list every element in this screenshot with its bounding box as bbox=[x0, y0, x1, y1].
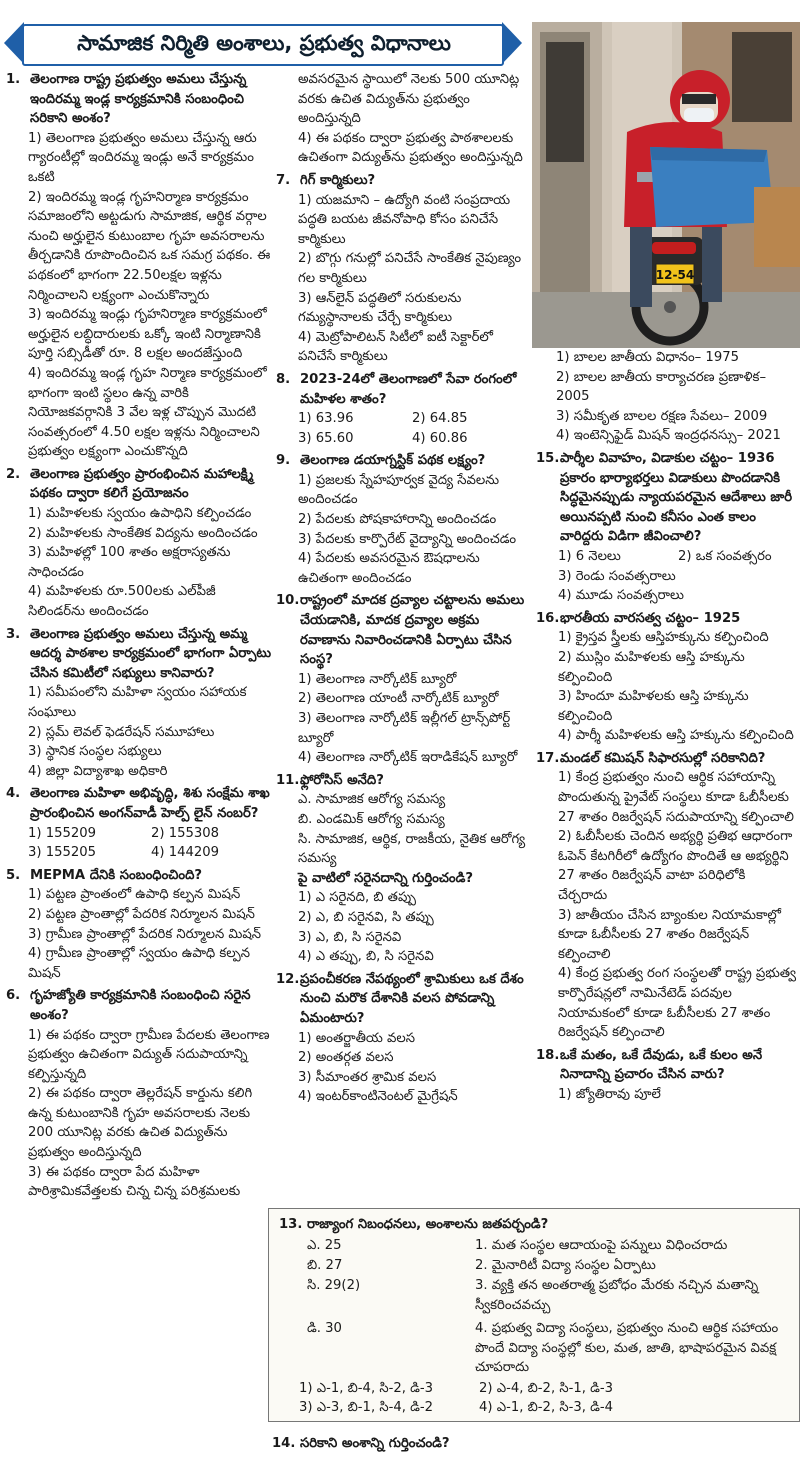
option: 2) బాలల జాతీయ కార్యాచరణ ప్రణాళిక– 2005 bbox=[556, 369, 767, 405]
match-question-box bbox=[268, 1208, 800, 1422]
question-number: 8. bbox=[276, 371, 291, 387]
option: 3) గ్రామీణ ప్రాంతాల్లో పేదరిక నిర్మూలన మిషన్ bbox=[28, 926, 262, 942]
statement: బి. ఎండమిక్ ఆరోగ్య సమస్య bbox=[298, 811, 445, 827]
match-left-item: బి. 27 bbox=[307, 1258, 343, 1273]
option: 1) ఎ సరైనది, బి తప్పు bbox=[298, 890, 417, 906]
option: 4) మూడు సంవత్సరాలు bbox=[558, 588, 684, 604]
question-14-text: 14. సరికాని అంశాన్ని గుర్తించండి? bbox=[272, 1436, 450, 1451]
option: 2) ఇందిరమ్మ ఇండ్ల గృహనిర్మాణ కార్యక్రమం సమాజంలోని అట్టడుగు సామాజిక, ఆర్థిక వర్గాల నుంచి అర్హులైన కుటుంబాల గృహ అవసరాలను తీర్చడానికి రూపొందించిన ఒక సమగ్ర పథకం. ఈ పథకంలో భాగంగా 22.50లక్షల ఇళ్లను నిర్మించాలని లక్ష్యంగా ఎంచుకొన్నారు bbox=[28, 189, 271, 303]
option: 2) ముస్లిం మహిళలకు ఆస్తి హక్కును కల్పించింది bbox=[558, 649, 745, 685]
question-text: గృహజ్యోతి కార్యక్రమానికి సంబంధించి సరైన అంశం? bbox=[30, 988, 251, 1023]
question-number: 2. bbox=[6, 466, 21, 482]
question-text: 2023-24లో తెలంగాణలో సేవా రంగంలో మహిళల శాతం? bbox=[300, 371, 517, 407]
question-10 bbox=[276, 591, 526, 767]
option: 3) పేదలకు కార్పొరేట్ వైద్యాన్ని అందించడం bbox=[298, 531, 516, 547]
question-number: 10. bbox=[276, 593, 300, 609]
option: 3) జాతీయం చేసిన బ్యాంకుల నియామకాల్లో కూడా ఓబీసీలకు 27 శాతం రిజర్వేషన్ కల్పించాలి bbox=[558, 907, 781, 962]
question-14-options bbox=[536, 348, 798, 446]
option: 3) సీమాంతర శ్రామిక వలస bbox=[298, 1069, 437, 1085]
option: 4) కేంద్ర ప్రభుత్వ రంగ సంస్థలతో రాష్ట్ర ప్రభుత్వ కార్పొరేషన్లలో నామినేటెడ్ పదవుల నియామకంలో కూడా ఓబీసీలకు 27 శాతం రిజర్వేషన్ కల్పించాలి bbox=[558, 966, 797, 1041]
question-text: పార్శీల వివాహం, విడాకుల చట్టం– 1936 ప్రకారం భార్యాభర్తలు విడాకులు పొందడానికి సిద్ధమైనప్పుడు న్యాయపరమైన ఆదేశాలు జారీ అయినప్పటి నుంచి కనీసం ఎంత కాలం వారిద్దరు విడిగా జీవించాలి? bbox=[560, 450, 793, 545]
question-text: ఒకే మతం, ఒకే దేవుడు, ఒకే కులం అనే నినాదాన్ని ప్రచారం చేసిన వారు? bbox=[560, 1047, 763, 1083]
question-number: 17. bbox=[536, 750, 560, 766]
option: 3) 65.60 bbox=[298, 430, 354, 446]
option: 3) హిందూ మహిళలకు ఆస్తి హక్కును కల్పించింది bbox=[558, 689, 749, 724]
match-answer: 1) ఎ-1, బి-4, సి-2, డి-3 bbox=[299, 1381, 434, 1396]
option-continued: అవసరమైన స్థాయిలో నెలకు 500 యూనిట్ల వరకు ఉచిత విద్యుత్‌ను ప్రభుత్వం అందిస్తున్నది bbox=[298, 72, 520, 127]
question-text: ప్రపంచీకరణ నేపథ్యంలో శ్రామికులు ఒక దేశం నుంచి మరొక దేశానికి వలస పోవడాన్ని ఏమంటారు? bbox=[300, 971, 524, 1026]
option: 2) అంతర్గత వలస bbox=[298, 1050, 394, 1066]
question-text: మండల్ కమిషన్ సిఫారసుల్లో సరికానిది? bbox=[560, 750, 766, 766]
question-3 bbox=[6, 625, 274, 782]
option: 2) 64.85 bbox=[412, 411, 468, 427]
statement: ఎ. సామాజిక ఆరోగ్య సమస్య bbox=[298, 792, 446, 808]
question-text: తెలంగాణ ప్రభుత్వం ప్రారంభించిన మహాలక్ష్మి పథకం ద్వారా కలిగే ప్రయోజనం bbox=[30, 466, 254, 502]
option: 1) ప్రజలకు స్నేహపూర్వక వైద్య సేవలను అందించడం bbox=[298, 472, 500, 508]
question-number: 1. bbox=[6, 72, 21, 87]
question-number: 12. bbox=[276, 971, 300, 987]
option: 3) 155205 bbox=[28, 845, 97, 861]
option: 4) ఇందిరమ్మ ఇండ్ల గృహ నిర్మాణ కార్యక్రమంలో భాగంగా ఇంటి స్థలం ఉన్న వారికి నియోజకవర్గానికి 3 వేల ఇళ్ల చొప్పున మొదటి సంవత్సరంలో 4.50 లక్షల ఇళ్లను నిర్మించాలని ప్రభుత్వం లక్ష్యంగా ఎంచుకొన్నది bbox=[28, 365, 267, 460]
question-text: భారతీయ వారసత్వ చట్టం– 1925 bbox=[560, 610, 741, 626]
option: 4) ఈ పథకం ద్వారా ప్రభుత్వ పాఠశాలలకు ఉచితంగా విద్యుత్‌ను ప్రభుత్వం అందిస్తున్నది bbox=[298, 130, 523, 166]
option-row bbox=[6, 843, 274, 863]
banner-title: సామాజిక నిర్మితి అంశాలు, ప్రభుత్వ విధానాలు bbox=[77, 31, 451, 55]
question-text: తెలంగాణ రాష్ట్ర ప్రభుత్వం అమలు చేస్తున్న ఇందిరమ్మ ఇండ్ల కార్యక్రమానికి సంబంధించి సరికాని అంశం? bbox=[30, 72, 247, 127]
question-number: 16. bbox=[536, 610, 560, 626]
option: 4) ఎ తప్పు, బి, సి సరైనవి bbox=[298, 949, 434, 965]
question-number: 11. bbox=[276, 772, 300, 788]
option: 1) క్రైస్తవ స్త్రీలకు ఆస్తిహక్కును కల్పించింది bbox=[558, 630, 769, 646]
option: 4) ఇంటెన్సిఫైడ్ మిషన్ ఇంద్రధనస్సు– 2021 bbox=[556, 428, 781, 444]
question-number: 3. bbox=[6, 626, 21, 642]
column-1 bbox=[6, 70, 274, 1205]
question-number: 7. bbox=[276, 172, 291, 188]
question-number: 6. bbox=[6, 988, 21, 1004]
question-text: గిగ్ కార్మికులు? bbox=[300, 172, 376, 188]
option-row bbox=[536, 547, 798, 567]
option: 3) స్థానిక సంస్థల సభ్యులు bbox=[28, 744, 162, 760]
option: 1) తెలంగాణ నార్కోటిక్ బ్యూరో bbox=[298, 671, 457, 687]
option: 4) పార్శీ మహిళలకు ఆస్తి హక్కును కల్పించింది bbox=[558, 728, 794, 744]
option: 3) ఇందిరమ్మ ఇండ్లు గృహనిర్మాణ కార్యక్రమంలో అర్హులైన లబ్ధిదారులకు ఒక్కో ఇంటి నిర్మాణానికి పూర్తి సబ్సిడీతో రూ. 8 లక్షల అందజేస్తుంది bbox=[28, 307, 267, 362]
option-row bbox=[276, 429, 526, 449]
question-text: తెలంగాణ ప్రభుత్వం అమలు చేస్తున్న అమ్మ ఆదర్శ పాఠశాల కార్యక్రమంలో భాగంగా ఏర్పాటు చేసిన కమిటీలో సభ్యులు కానివారు? bbox=[30, 626, 272, 681]
option: 3) మహిళల్లో 100 శాతం అక్షరాస్యతను సాధించడం bbox=[28, 545, 231, 580]
question-5 bbox=[6, 866, 274, 984]
match-left-item: డి. 30 bbox=[307, 1321, 342, 1336]
option: 4) 60.86 bbox=[412, 430, 468, 446]
question-text: తెలంగాణ మహిళా అభివృద్ధి, శిశు సంక్షేమ శాఖ ప్రారంభించిన అంగన్‌వాడీ హెల్ప్ లైన్ నంబర్? bbox=[30, 786, 270, 821]
option: 1) యజమాని – ఉద్యోగి వంటి సంప్రదాయ పద్ధతి బయట జీవనోపాధి కోసం పనిచేసే కార్మికులు bbox=[298, 192, 511, 247]
match-answer: 3) ఎ-3, బి-1, సి-4, డి-2 bbox=[299, 1400, 434, 1415]
question-11 bbox=[276, 771, 526, 967]
question-number: 9. bbox=[276, 453, 291, 469]
question-7 bbox=[276, 171, 526, 367]
option: 4) 144209 bbox=[151, 845, 220, 861]
option: 2) పట్టణ ప్రాంతాల్లో పేదరిక నిర్మూలన మిషన్ bbox=[28, 906, 255, 922]
option: 4) గ్రామీణ ప్రాంతాల్లో స్వయం ఉపాధి కల్పన మిషన్ bbox=[28, 946, 251, 981]
match-answer: 4) ఎ-1, బి-2, సి-3, డి-4 bbox=[479, 1400, 614, 1415]
match-right-item: 3. వ్యక్తి తన అంతరాత్మ ప్రబోధం మేరకు నచ్చిన మతాన్ని స్వీకరించవచ్చు bbox=[475, 1278, 759, 1313]
option: 2) మహిళలకు సాంకేతిక విద్యను అందించడం bbox=[28, 525, 258, 541]
option: 3) ఎ, బి, సి సరైనవి bbox=[298, 929, 402, 945]
gig-worker-illustration bbox=[532, 22, 800, 348]
match-answer: 2) ఎ-4, బి-2, సి-1, డి-3 bbox=[479, 1381, 614, 1396]
option: 4) మెట్రోపాలిటన్ సిటీలో ఐటీ సెక్టార్‌లో పనిచేసే కార్మికులు bbox=[298, 329, 493, 365]
statement: సి. సామాజిక, ఆర్థిక, రాజకీయ, నైతిక ఆరోగ్య సమస్య bbox=[298, 831, 526, 867]
option: 3) ఆన్‌లైన్ పద్ధతిలో సరుకులను గమ్యస్థానాలకు చేర్చే కార్మికులు bbox=[298, 290, 462, 326]
option: 2) ఒక సంవత్సరం bbox=[678, 548, 772, 564]
option: 3) రెండు సంవత్సరాలు bbox=[558, 568, 676, 584]
question-text: ఫ్లోరోసిస్ అనేది? bbox=[300, 772, 384, 788]
option: 1) 155209 bbox=[28, 825, 97, 841]
option: 2) ఎ, బి సరైనవి, సి తప్పు bbox=[298, 909, 434, 925]
question-number: 4. bbox=[6, 786, 21, 802]
option: 1) 63.96 bbox=[298, 411, 354, 427]
question-number: 15. bbox=[536, 450, 560, 466]
question-17 bbox=[536, 749, 798, 1043]
question-15 bbox=[536, 449, 798, 606]
option: 1) ఈ పథకం ద్వారా గ్రామీణ పేదలకు తెలంగాణ ప్రభుత్వం ఉచితంగా విద్యుత్ సదుపాయాన్ని కల్పిస్తున్నది bbox=[28, 1027, 270, 1082]
gig-worker-photo bbox=[532, 22, 800, 348]
option: 2) పేదలకు పోషకాహారాన్ని అందించడం bbox=[298, 512, 497, 528]
option: 1) బాలల జాతీయ విధానం– 1975 bbox=[556, 350, 739, 365]
option: 1) అంతర్జాతీయ వలస bbox=[298, 1030, 416, 1046]
banner-left-arrow bbox=[4, 22, 24, 64]
option: 1) మహిళలకు స్వయం ఉపాధిని కల్పించడం bbox=[28, 506, 252, 522]
option: 1) కేంద్ర ప్రభుత్వం నుంచి ఆర్థిక సహాయాన్ని పొందుతున్న ప్రైవేట్ సంస్థలు కూడా ఓబీసీలకు 27 శాతం రిజర్వేషన్ సదుపాయాన్ని కల్పించాలి bbox=[558, 770, 794, 825]
question-2 bbox=[6, 465, 274, 622]
option: 1) పట్టణ ప్రాంతంలో ఉపాధి కల్పన మిషన్ bbox=[28, 887, 241, 903]
option: 4) మహిళలకు రూ.500లకు ఎల్‌పీజీ సిలిండర్‌ను అందించడం bbox=[28, 584, 216, 620]
option: 3) తెలంగాణ నార్కోటిక్ ఇల్లీగల్ ట్రాన్స్‌పోర్ట్ బ్యూరో bbox=[298, 711, 511, 746]
option: 1) జ్యోతిరావు పూలే bbox=[558, 1086, 661, 1102]
question-subtext: పై వాటిలో సరైనదాన్ని గుర్తించండి? bbox=[298, 870, 473, 886]
option-row bbox=[276, 409, 526, 429]
option: 3) సమీకృత బాలల రక్షణ సేవలు– 2009 bbox=[556, 408, 768, 424]
option: 2) ఓబీసీలకు చెందిన అభ్యర్థి ప్రతిభ ఆధారంగా ఓపెన్ కేటగిరీలో ఉద్యోగం పొందితే ఆ అభ్యర్థిని 27 శాతం రిజర్వేషన్ వాటా పరిధిలోకి చేర్చరాదు bbox=[558, 829, 793, 904]
option: 4) జిల్లా విద్యాశాఖ అధికారి bbox=[28, 763, 168, 779]
question-text: తెలంగాణ డయాగ్నస్టిక్ పథక లక్ష్యం? bbox=[300, 453, 486, 469]
option: 4) తెలంగాణ నార్కోటిక్ ఇరాడికేషన్ బ్యూరో bbox=[298, 750, 518, 766]
option: 4) పేదలకు అవసరమైన ఔషధాలను ఉచితంగా అందించడం bbox=[298, 551, 480, 586]
option: 3) ఈ పథకం ద్వారా పేద మహిళా పారిశ్రామికవేత్తలకు చిన్న చిన్న పరిశ్రమలకు bbox=[28, 1164, 241, 1200]
question-6-continued bbox=[276, 70, 526, 168]
option: 1) సమీపంలోని మహిళా స్వయం సహాయక సంఘాలు bbox=[28, 685, 247, 720]
question-text: రాష్ట్రంలో మాదక ద్రవ్యాల చట్టాలను అమలు చేయడానికి, మాదక ద్రవ్యాల అక్రమ రవాణాను నివారించడానికి ఏర్పాటు చేసిన సంస్థ? bbox=[300, 593, 525, 668]
question-6 bbox=[6, 986, 274, 1202]
question-16 bbox=[536, 609, 798, 746]
match-left-item: ఎ. 25 bbox=[307, 1238, 342, 1253]
match-right-item: 1. మత సంస్థల ఆదాయంపై పన్నులు విధించరాదు bbox=[475, 1238, 728, 1253]
column-2 bbox=[276, 70, 526, 1110]
license-plate-text: 12-54 bbox=[655, 268, 695, 282]
option: 1) 6 నెలలు bbox=[558, 548, 621, 564]
column-3 bbox=[536, 348, 798, 1108]
question-number: 5. bbox=[6, 867, 21, 883]
question-1 bbox=[6, 70, 274, 462]
option: 2) స్లమ్ లెవల్ ఫెడరేషన్ సమూహాలు bbox=[28, 724, 215, 740]
option: 2) బొగ్గు గనుల్లో పనిచేసే సాంకేతిక నైపుణ్యం గల కార్మికులు bbox=[298, 251, 522, 286]
question-9 bbox=[276, 451, 526, 588]
match-right-item: 4. ప్రభుత్వ విద్యా సంస్థలు, ప్రభుత్వం నుంచి ఆర్థిక సహాయం పొందే విద్యా సంస్థల్లో కుల, మత, జాతి, భాషాపరమైన వివక్ష చూపరాదు bbox=[475, 1321, 779, 1375]
question-number: 18. bbox=[536, 1047, 560, 1063]
banner-right-arrow bbox=[502, 22, 522, 64]
option: 4) ఇంటర్‌కాంటినెంటల్ మైగ్రేషన్ bbox=[298, 1089, 458, 1105]
option: 1) తెలంగాణ ప్రభుత్వం అమలు చేస్తున్న ఆరు గ్యారంటీల్లో ఇందిరమ్మ ఇండ్లు అనే కార్యక్రమం ఒకటి bbox=[28, 130, 257, 185]
question-13-text: 13. రాజ్యాంగ నిబంధనలు, అంశాలను జతపర్చండి? bbox=[279, 1217, 549, 1232]
option: 2) తెలంగాణ యాంటీ నార్కోటిక్ బ్యూరో bbox=[298, 691, 499, 707]
option: 2) ఈ పథకం ద్వారా తెల్లరేషన్ కార్డును కలిగి ఉన్న కుటుంబానికి గృహ అవసరాలకు నెలకు 200 యూనిట్ల వరకు ఉచిత విద్యుత్‌ను ప్రభుత్వం అందిస్తున్నది bbox=[28, 1086, 253, 1161]
question-18 bbox=[536, 1046, 798, 1105]
match-right-item: 2. మైనారిటీ విద్యా సంస్థల ఏర్పాటు bbox=[475, 1258, 656, 1273]
option: 2) 155308 bbox=[151, 825, 220, 841]
option-row bbox=[6, 824, 274, 844]
question-8 bbox=[276, 370, 526, 448]
question-12 bbox=[276, 970, 526, 1107]
match-left-item: సి. 29(2) bbox=[307, 1278, 361, 1293]
question-text: MEPMA దేనికి సంబంధించింది? bbox=[30, 867, 203, 883]
section-banner bbox=[4, 22, 524, 64]
question-4 bbox=[6, 784, 274, 862]
